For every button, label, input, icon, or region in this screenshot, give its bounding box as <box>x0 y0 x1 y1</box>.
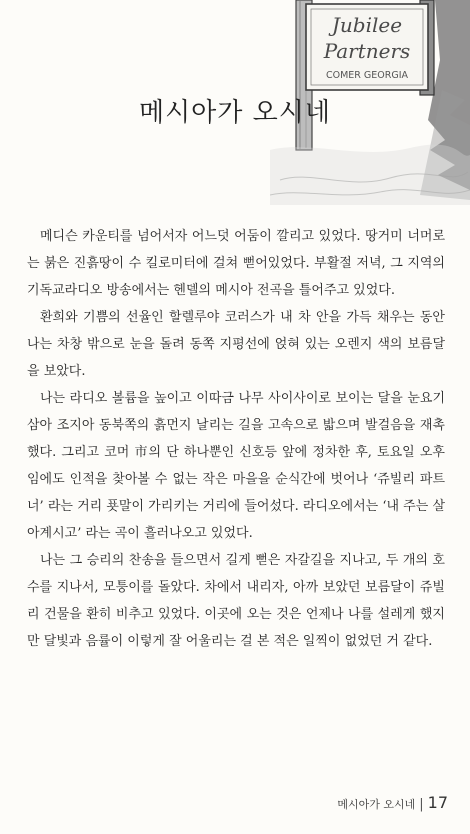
sign-line-jubilee: Jubilee <box>331 13 403 37</box>
body-paragraph-3: 나는 라디오 볼륨을 높이고 이따금 나무 사이사이로 보이는 달을 눈요기 삼아 조지아 동북쪽의 흙먼지 날리는 길을 고속으로 밟으며 발걸음을 재촉했다. 그리고 코머 市의 단 하나뿐인 신호등 앞에 정차한 후, 토요일 오후임에도 인적을 찾아볼 수 없는 작은 마을을 순식간에 벗어나 ‘쥬빌리 파트너’ 라는 거리 푯말이 가리키는 거리에 들어섰다. 라디오에서는 ‘내 주는 살아계시고’ 라는 곡이 흘러나오고 있었다. <box>27 391 445 541</box>
sign-line-location: COMER GEORGIA <box>325 70 409 81</box>
page-number: 17 <box>427 793 448 812</box>
body-paragraph-1: 메디슨 카운티를 넘어서자 어느덧 어둠이 깔리고 있었다. 땅거미 너머로는 붉은 진흙땅이 수 킬로미터에 걸쳐 뻗어있었다. 부활절 저녁, 그 지역의 기독교라디오 방송에서는 헨델의 메시아 전곡을 틀어주고 있었다. <box>27 229 445 298</box>
body-paragraph-4: 나는 그 승리의 찬송을 들으면서 길게 뻗은 자갈길을 지나고, 두 개의 호수를 지나서, 모퉁이를 돌았다. 차에서 내리자, 아까 보았던 보름달이 쥬빌리 건물을 환히 비추고 있었다. 이곳에 오는 것은 언제나 나를 설레게 했지만 달빛과 음률이 이렇게 잘 어울리는 걸 본 적은 일찍이 없었던 거 같다. <box>27 553 445 649</box>
chapter-title: 메시아가 오시네 <box>138 98 332 128</box>
body-paragraph-2: 환희와 기쁨의 선율인 할렐루야 코러스가 내 차 안을 가득 채우는 동안 나는 차창 밖으로 눈을 돌려 동쪽 지평선에 얹혀 있는 오렌지 색의 보름달을 보았다. <box>27 310 445 379</box>
footer-separator: | <box>419 797 424 812</box>
running-title: 메시아가 오시네 <box>337 798 416 811</box>
page-footer <box>337 793 448 812</box>
chapter-body <box>27 223 445 655</box>
sign-line-partners: Partners <box>323 39 411 63</box>
